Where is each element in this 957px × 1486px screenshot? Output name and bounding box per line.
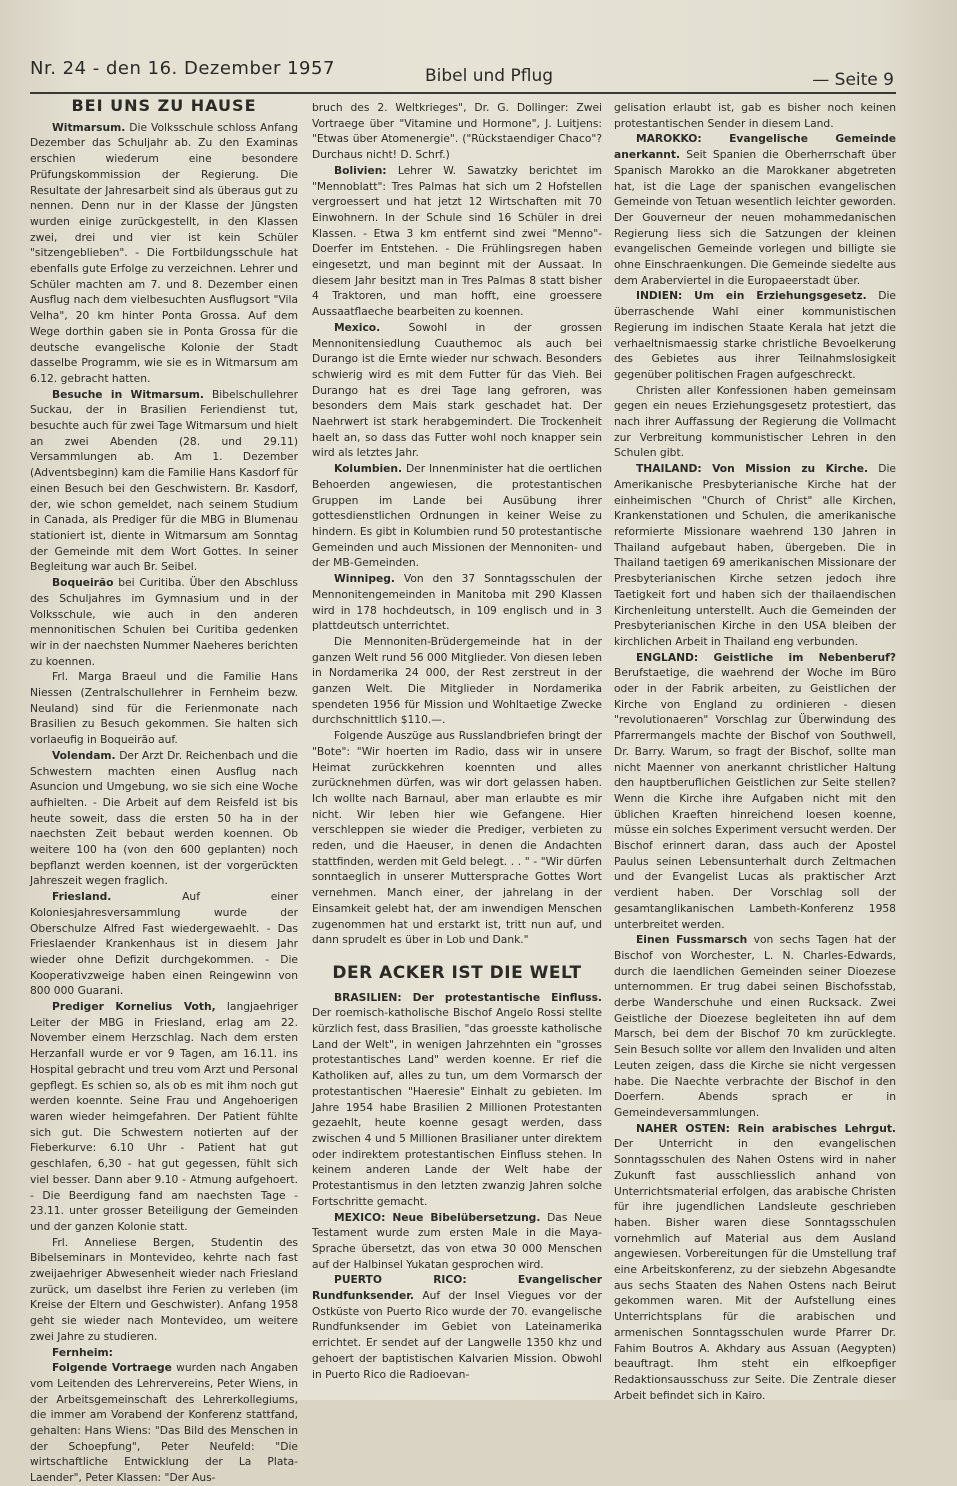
article-text: wurden nach Angaben vom Leitenden des Lehrervereins, Peter Wiens, in der Arbeitsgemeinschaft des Lehrerkollegiums, die immer am Vorabend der Konferenz stattfand, gehalten: Hans Wiens: "Das Bild des Menschen in der Schoepfung", Peter Neufeld: "Die wirtschaftliche Entwicklung der La Plata-Laender", Peter Klassen: "Der Aus-	[30, 1361, 298, 1485]
column-1	[30, 96, 299, 1485]
article-lead: Volendam.	[52, 748, 116, 762]
article-text: Bibelschullehrer Suckau, der in Brasilien Feriendienst tut, besuchte auch für zwei Tage Witmarsum und hielt an zwei Abenden (28. und 29.11) Versammlungen ab. Am 1. Dezember (Adventsbeginn) kam die Familie Hans Kasdorf für einen Besuch bei den Geschwistern. Br. Kasdorf, der, wie schon gemeldet, nach seinem Studium in Canada, als Prediger für die MBG in Blumenau stationiert ist, diente in Witmarsum am Sonntag der Gemeinde mit dem Wort Gottes. In seiner Begleitung war auch Br. Seibel.	[30, 387, 299, 574]
article-paragraph	[30, 1360, 298, 1486]
article-text: Der Arzt Dr. Reichenbach und die Schwestern machten einen Ausflug nach Asuncion und Umgebung, wo sie sich eine Woche aufhielten. - Die Arbeit auf dem Reisfeld ist bis heute soweit, dass die ersten 50 ha in der naechsten Zeit bebaut werden koennen. Ob weitere 100 ha (von den 600 geplanten) noch bepflanzt werden koennen, ist der vorgerückten Jahreszeit wegen fraglich.	[30, 748, 298, 888]
article-text: Die Mennoniten-Brüdergemeinde hat in der ganzen Welt rund 56 000 Mitglieder. Von diesen leben in Nordamerika 24 000, der Rest zerstreut in der ganzen Welt. Die Mitglieder in Nordamerika spendeten 1956 für Mission und Wohltaetige Zwecke durchschnittlich $110.—.	[312, 634, 602, 727]
column-3	[614, 100, 897, 1402]
article-lead: Bolivien:	[334, 163, 387, 177]
column-2-articles	[312, 100, 602, 948]
article-paragraph	[312, 1272, 602, 1382]
section-title: BEI UNS ZU HAUSE	[71, 96, 257, 115]
article-paragraph	[30, 748, 298, 889]
section-title-2: DER ACKER IST DIE WELT	[332, 962, 582, 983]
article-paragraph	[30, 575, 298, 669]
article-paragraph	[312, 571, 602, 634]
article-text: Frl. Marga Braeul und die Familie Hans Niessen (Zentralschullehrer in Fernheim bezw. Neuland) sind für die Ferienmonate nach Brasilien zu Besuch gekommen. Sie halten sich vorlaeufig in Boqueirão auf.	[30, 670, 298, 747]
article-text: gelisation erlaubt ist, gab es bisher noch keinen protestantischen Sender in diesem Land.	[614, 101, 896, 130]
article-lead: Winnipeg.	[334, 572, 395, 586]
page-header	[30, 56, 896, 94]
article-text: Von den 37 Sonntagsschulen der Mennonitengemeinden in Manitoba mit 290 Klassen wird in 178 hochdeutsch, in 109 englisch und in 3 plattdeutsch unterrichtet.	[312, 572, 602, 633]
article-text: langjaehriger Leiter der MBG in Friesland, erlag am 22. November einem Herzschlag. Nach dem ersten Herzanfall wurde er vor 9 Tagen, am 16.11. ins Hospital gebracht und treu vom Arzt und Personal gepflegt. Es schien so, als ob es mit ihm noch gut werden koennte. Seine Frau und Angehoerigen waren wieder heimgefahren. Der Patient fühlte sich gut. Die Schwestern notierten auf der Fieberkurve: 6.10 Uhr - Patient hat gut geschlafen, 6,30 - hat gut gegessen, fühlt sich viel besser. Dann aber 9.10 - Atmung aufgehoert. - Die Beerdigung fand am naechsten Tage - 23.11. unter grosser Beteiligung der Gemeinden und der ganzen Kolonie statt.	[30, 1000, 298, 1233]
article-paragraph	[614, 131, 896, 288]
article-lead: Prediger Kornelius Voth,	[52, 1000, 216, 1014]
article-paragraph	[614, 650, 896, 933]
article-text: Folgende Auszüge aus Russlandbriefen bringt der "Bote": "Wir hoerten im Radio, dass wir in unsere Heimat zurückkehren koennten und alles zurücknehmen dürfen, was wir dort gelassen haben. Ich wollte nach Barnaul, aber man erlaubte es mir nicht. Wir leben hier wie Gefangene. Hier verschleppen sie wieder die Prediger, verbieten zu reden, und die Haeuser, in denen die Andachten stattfinden, werden mit Geld belegt. . . " - "Wir dürfen sonntaeglich in unserer Muttersprache Gottes Wort vernehmen. Manch einer, der jahrelang in der Einsamkeit gelebt hat, der am inwendigen Menschen zugenommen hat und erstarkt ist, tritt nun auf, und dann sprudelt es über in Lob und Dank."	[312, 729, 602, 947]
article-paragraph	[614, 1121, 896, 1404]
article-paragraph	[30, 999, 298, 1235]
article-paragraph	[614, 932, 896, 1120]
article-lead: Friesland.	[52, 890, 112, 904]
article-paragraph	[614, 288, 896, 382]
article-paragraph	[30, 1345, 298, 1361]
article-paragraph	[312, 728, 602, 948]
article-text: bei Curitiba. Über den Abschluss des Schuljahres im Gymnasium und in der Volksschule, wie auch in den anderen mennonitischen Schulen bei Curitiba gedenken wir in der naechsten Nummer Naeheres berichten zu koennen.	[30, 576, 298, 668]
publication-title: Bibel und Pflug	[425, 66, 554, 86]
article-text: bruch des 2. Weltkrieges", Dr. G. Dollinger: Zwei Vortraege über "Vitamine und Hormone", J. Luitjens: "Etwas über Atomenergie". ("Rückstaendiger Chaco"? Durchaus nicht! D. Schrf.)	[312, 101, 602, 162]
article-lead: Besuche in Witmarsum.	[52, 387, 204, 401]
article-text: Der Unterricht in den evangelischen Sonntagsschulen des Nahen Ostens wird in naher Zukunft fast ausschliesslich anhand von Unterrichtsmaterial erfolgen, das arabische Christen für ihre jugendlichen Landsleute geschrieben haben. Bisher waren diese Sonntagsschulen vornehmlich auf Material aus dem Ausland angewiesen. Vorbereitungen für die Umstellung traf eine Arbeitskonferenz, zu der siebzehn Abgesandte aus sechs Staaten des Nahen Ostens nach Beirut gekommen waren. Mit der Aufstellung eines Unterrichtsplans für die arabischen und armenischen Sonntagsschulen wurde Pfarrer Dr. Fahim Boutros A. Akhdary aus Assuan (Aegypten) beauftragt. Ihm steht ein elfkoepfiger Redaktionsausschuss zur Seite. Die Zentrale dieser Arbeit befindet sich in Kairo.	[614, 1137, 896, 1402]
article-lead: Witmarsum.	[52, 120, 126, 134]
article-paragraph	[312, 1210, 602, 1273]
article-text: Der Innenminister hat die oertlichen Behoerden angewiesen, die protestantischen Gruppen im Lande bei Ausübung ihrer gottesdienstlichen Ordnungen in keiner Weise zu hindern. Es gibt in Kolumbien rund 50 protestantische Gemeinden und auch Missionen der Mennoniten- und der MB-Gemeinden.	[312, 462, 602, 570]
article-lead: NAHER OSTEN: Rein arabisches Lehrgut.	[636, 1121, 896, 1135]
article-lead: INDIEN: Um ein Erziehungsgesetz.	[636, 289, 867, 303]
article-lead: ENGLAND: Geistliche im Nebenberuf?	[636, 650, 896, 664]
article-lead: PUERTO RICO: Evangelischer Rundfunksender.	[312, 1273, 602, 1303]
article-paragraph	[30, 889, 298, 999]
article-text: Die Volksschule schloss Anfang Dezember das Schuljahr ab. Zu den Examinas erschien wiederum eine besondere Prüfungskommission der Regierung. Die Resultate der Jahresarbeit sind als überaus gut zu nennen. Denn nur in der Klasse der Jüngsten wurden einige zurückgestellt, in den Klassen zwei, drei und vier ist kein Schüler "sitzengeblieben". - Die Fortbildungsschule hat ebenfalls gute Erfolge zu verzeichnen. Lehrer und Schüler machten am 7. und 8. Dezember einen Ausflug nach dem vielbesuchten Ausflugsort "Vila Velha", 20 km hinter Ponta Grossa. Auf dem Wege dorthin gaben sie in Ponta Grossa für die deutsche evangelische Kolonie der Stadt dasselbe Programm, wie sie es in Witmarsum am 6.12. gebracht hatten.	[30, 120, 298, 385]
article-paragraph	[312, 320, 602, 461]
column-2-world-articles	[312, 990, 602, 1383]
article-lead: THAILAND: Von Mission zu Kirche.	[636, 462, 869, 476]
article-text: Der roemisch-katholische Bischof Angelo Rossi stellte kürzlich fest, dass Brasilien, "das groesste katholische Land der Welt", in wenigen Jahrzehnten ein "grosses protestantisches Land" werden koenne. Er rief die Katholiken auf, alles zu tun, um dem Vormarsch der protestantischen "Haeresie" Einhalt zu gebieten. Im Jahre 1954 habe Brasilien 2 Millionen Protestanten gezaehlt, heute koenne gesagt werden, dass zwischen 4 und 5 Millionen Brasilianer unter direktem oder indirektem protestantischen Einfluss stehen. In keinem anderen Lande der Welt habe der Protestantismus in den letzten zwanzig Jahren solche Fortschritte gemacht.	[312, 1006, 602, 1208]
article-paragraph	[312, 461, 602, 571]
article-text: Christen aller Konfessionen haben gemeinsam gegen ein neues Erziehungsgesetz protestiert, das nach ihrer Auffassung der Regierung die Vollmacht zur Verbreitung kommunistischer Lehren in den Schulen gibt.	[614, 383, 896, 460]
article-text: Seit Spanien die Oberherrschaft über Spanisch Marokko an die Marokkaner abgetreten hat, ist die Lage der spanischen evangelischen Gemeinde von Tetuan wesentlich leichter geworden. Der Gouverneur der neuen mohammedanischen Regierung liess sich die Satzungen der kleinen evangelischen Gemeinde vorlegen und billigte sie ohne Einschraenkungen. Die Gemeinde siedelte aus dem Araberviertel in die Europaeerstadt über.	[614, 148, 896, 287]
article-lead: Einen Fussmarsch	[636, 933, 748, 947]
article-paragraph	[614, 383, 896, 462]
article-text: Sowohl in der grossen Mennonitensiedlung Cuauthemoc als auch bei Durango ist die Ernte wieder nur schwach. Besonders schwierig wird es mit dem Futter für das Vieh. Bei Durango hat es drei Tage lang gefroren, was besonders dem Mais stark geschadet hat. Der Naehrwert ist stark herabgemindert. Die Trockenheit haelt an, so dass das Futter wohl noch knapper sein wird als letztes Jahr.	[312, 320, 602, 460]
article-lead: Boqueirão	[52, 576, 114, 590]
article-text: Die überraschende Wahl einer kommunistischen Regierung im indischen Staate Kerala hat jetzt die verhaeltnismaessig starke christliche Bevoelkerung des Gebietes aus ihrer Teilnahmslosigkeit gegenüber politischen Fragen aufgeschreckt.	[614, 289, 896, 381]
article-lead: MAROKKO: Evangelische Gemeinde anerkannt.	[614, 132, 896, 162]
column-2	[312, 100, 602, 1385]
article-text: Auf der Insel Viegues vor der Ostküste von Puerto Rico wurde der 70. evangelische Rundfunksender im Gebiet von Lateinamerika errichtet. Er sendet auf der Langwelle 1350 khz und gehoert der baptistischen Kalvarien Mission. Obwohl in Puerto Rico die Radioevan-	[312, 1289, 602, 1381]
article-paragraph	[30, 120, 298, 387]
article-lead: Mexico.	[334, 320, 381, 334]
article-paragraph	[614, 461, 896, 649]
column-1-articles	[30, 120, 298, 1486]
article-paragraph	[30, 669, 298, 748]
article-paragraph	[312, 100, 602, 163]
article-paragraph	[30, 1235, 298, 1345]
article-text: Das Neue Testament wurde zum ersten Male in die Maya-Sprache übersetzt, das von etwa 30 000 Menschen auf der Halbinsel Yukatan gesprochen wird.	[312, 1210, 602, 1271]
article-paragraph	[312, 163, 602, 320]
article-paragraph	[312, 634, 602, 728]
article-text: Frl. Anneliese Bergen, Studentin des Bibelseminars in Montevideo, kehrte nach fast zweijaehriger Abwesenheit wieder nach Friesland zurück, um daselbst ihre Ferien zu verleben (im Kreise der Eltern und Geschwister). Anfang 1958 geht sie wieder nach Montevideo, um weitere zwei Jahre zu studieren.	[30, 1235, 298, 1343]
article-text: Die Amerikanische Presbyterianische Kirche hat der einheimischen "Church of Christ" alle Kirchen, Krankenstationen und Schulen, die amerikanische reformierte Missionare waehrend 130 Jahren in Thailand aufgebaut haben, übergeben. Die in Thailand taetigen 69 amerikanischen Missionare der Presbyterianischen Kirche setzen jedoch ihre Taetigkeit fort und haben sich der thailaendischen Kirchenleitung unterstellt. Auch die Gemeinden der Presbyterianischen Kirche in den USA bleiben der kirchlichen Arbeit in Thailand eng verbunden.	[614, 462, 897, 648]
article-lead: Folgende Vortraege	[52, 1361, 172, 1375]
article-lead: Kolumbien.	[334, 462, 403, 476]
page-number: — Seite 9	[812, 70, 894, 90]
article-lead: BRASILIEN: Der protestantische Einfluss.	[334, 990, 602, 1004]
issue-date: Nr. 24 - den 16. Dezember 1957	[30, 58, 335, 79]
article-paragraph	[30, 387, 298, 575]
article-text: Auf einer Koloniesjahresversammlung wurde der Oberschulze Alfred Fast wiedergewaehlt. - Das Frieslaender Krankenhaus ist in diesem Jahr wieder ohne Defizit durchgekommen. - Die Kooperativzweige haben einen Reingewinn von 800 000 Guarani.	[30, 890, 298, 998]
article-paragraph	[614, 100, 896, 131]
article-text: Berufstaetige, die waehrend der Woche im Büro oder in der Fabrik arbeiten, zu Geistlichen der Kirche von England zu ordinieren - diesen "revolutionaeren" Vorschlag zur Überwindung des Pfarrermangels machte der Bischof von Southwell, Dr. Barry. Warum, so fragt der Bischof, sollte man nicht Maenner von anerkannt christlicher Haltung den hauptberuflichen Geistlichen zur Seite stellen? Wenn die Kirche ihre Aufgaben nicht mit den üblichen Kraeften hinreichend loesen koenne, müsse ein solches Experiment versucht werden. Der Bischof erinnert daran, dass auch der Apostel Paulus seinen Lebensunterhalt durch Zeltmachen und der Evangelist Lucas als praktischer Arzt verdient haben. Der Vorschlag soll der gesamtanglikanischen Lambeth-Konferenz 1958 unterbreitet werden.	[614, 666, 896, 931]
article-paragraph	[312, 990, 602, 1210]
column-3-articles	[614, 100, 896, 1403]
article-lead: Fernheim:	[52, 1345, 113, 1359]
article-text: Lehrer W. Sawatzky berichtet im "Mennoblatt": Tres Palmas hat sich um 2 Hofstellen vergroessert und hat jetzt 12 Wirtschaften mit 70 Einwohnern. In der Schule sind 16 Schüler in drei Klassen. - Etwa 3 km entfernt sind zwei "Menno"-Doerfer im Entstehen. - Die Frühlingsregen haben eingesetzt, und man beginnt mit der Aussaat. In diesem Jahr besitzt man in Tres Palmas 8 statt bisher 4 Traktoren, und man hofft, eine groessere Aussaatflaeche bearbeiten zu koennen.	[312, 163, 602, 319]
article-lead: MEXICO: Neue Bibelübersetzung.	[334, 1210, 541, 1224]
article-text: von sechs Tagen hat der Bischof von Worchester, L. N. Charles-Edwards, durch die laendlichen Gemeinden seiner Dioezese unternommen. Er trug dabei seinen Bischofsstab, derbe Wanderschuhe und einen Rucksack. Zwei Geistliche der Dioezese begleiteten ihn auf dem Marsch, bei dem der Bischof 70 km zurücklegte. Sein Besuch sollte vor allem den Invaliden und alten Leuten zeigen, dass die Kirche sie nicht vergessen habe. Die Naechte verbrachte der Bischof in den Doerfern. Abends sprach er in Gemeindeversammlungen.	[614, 933, 896, 1119]
